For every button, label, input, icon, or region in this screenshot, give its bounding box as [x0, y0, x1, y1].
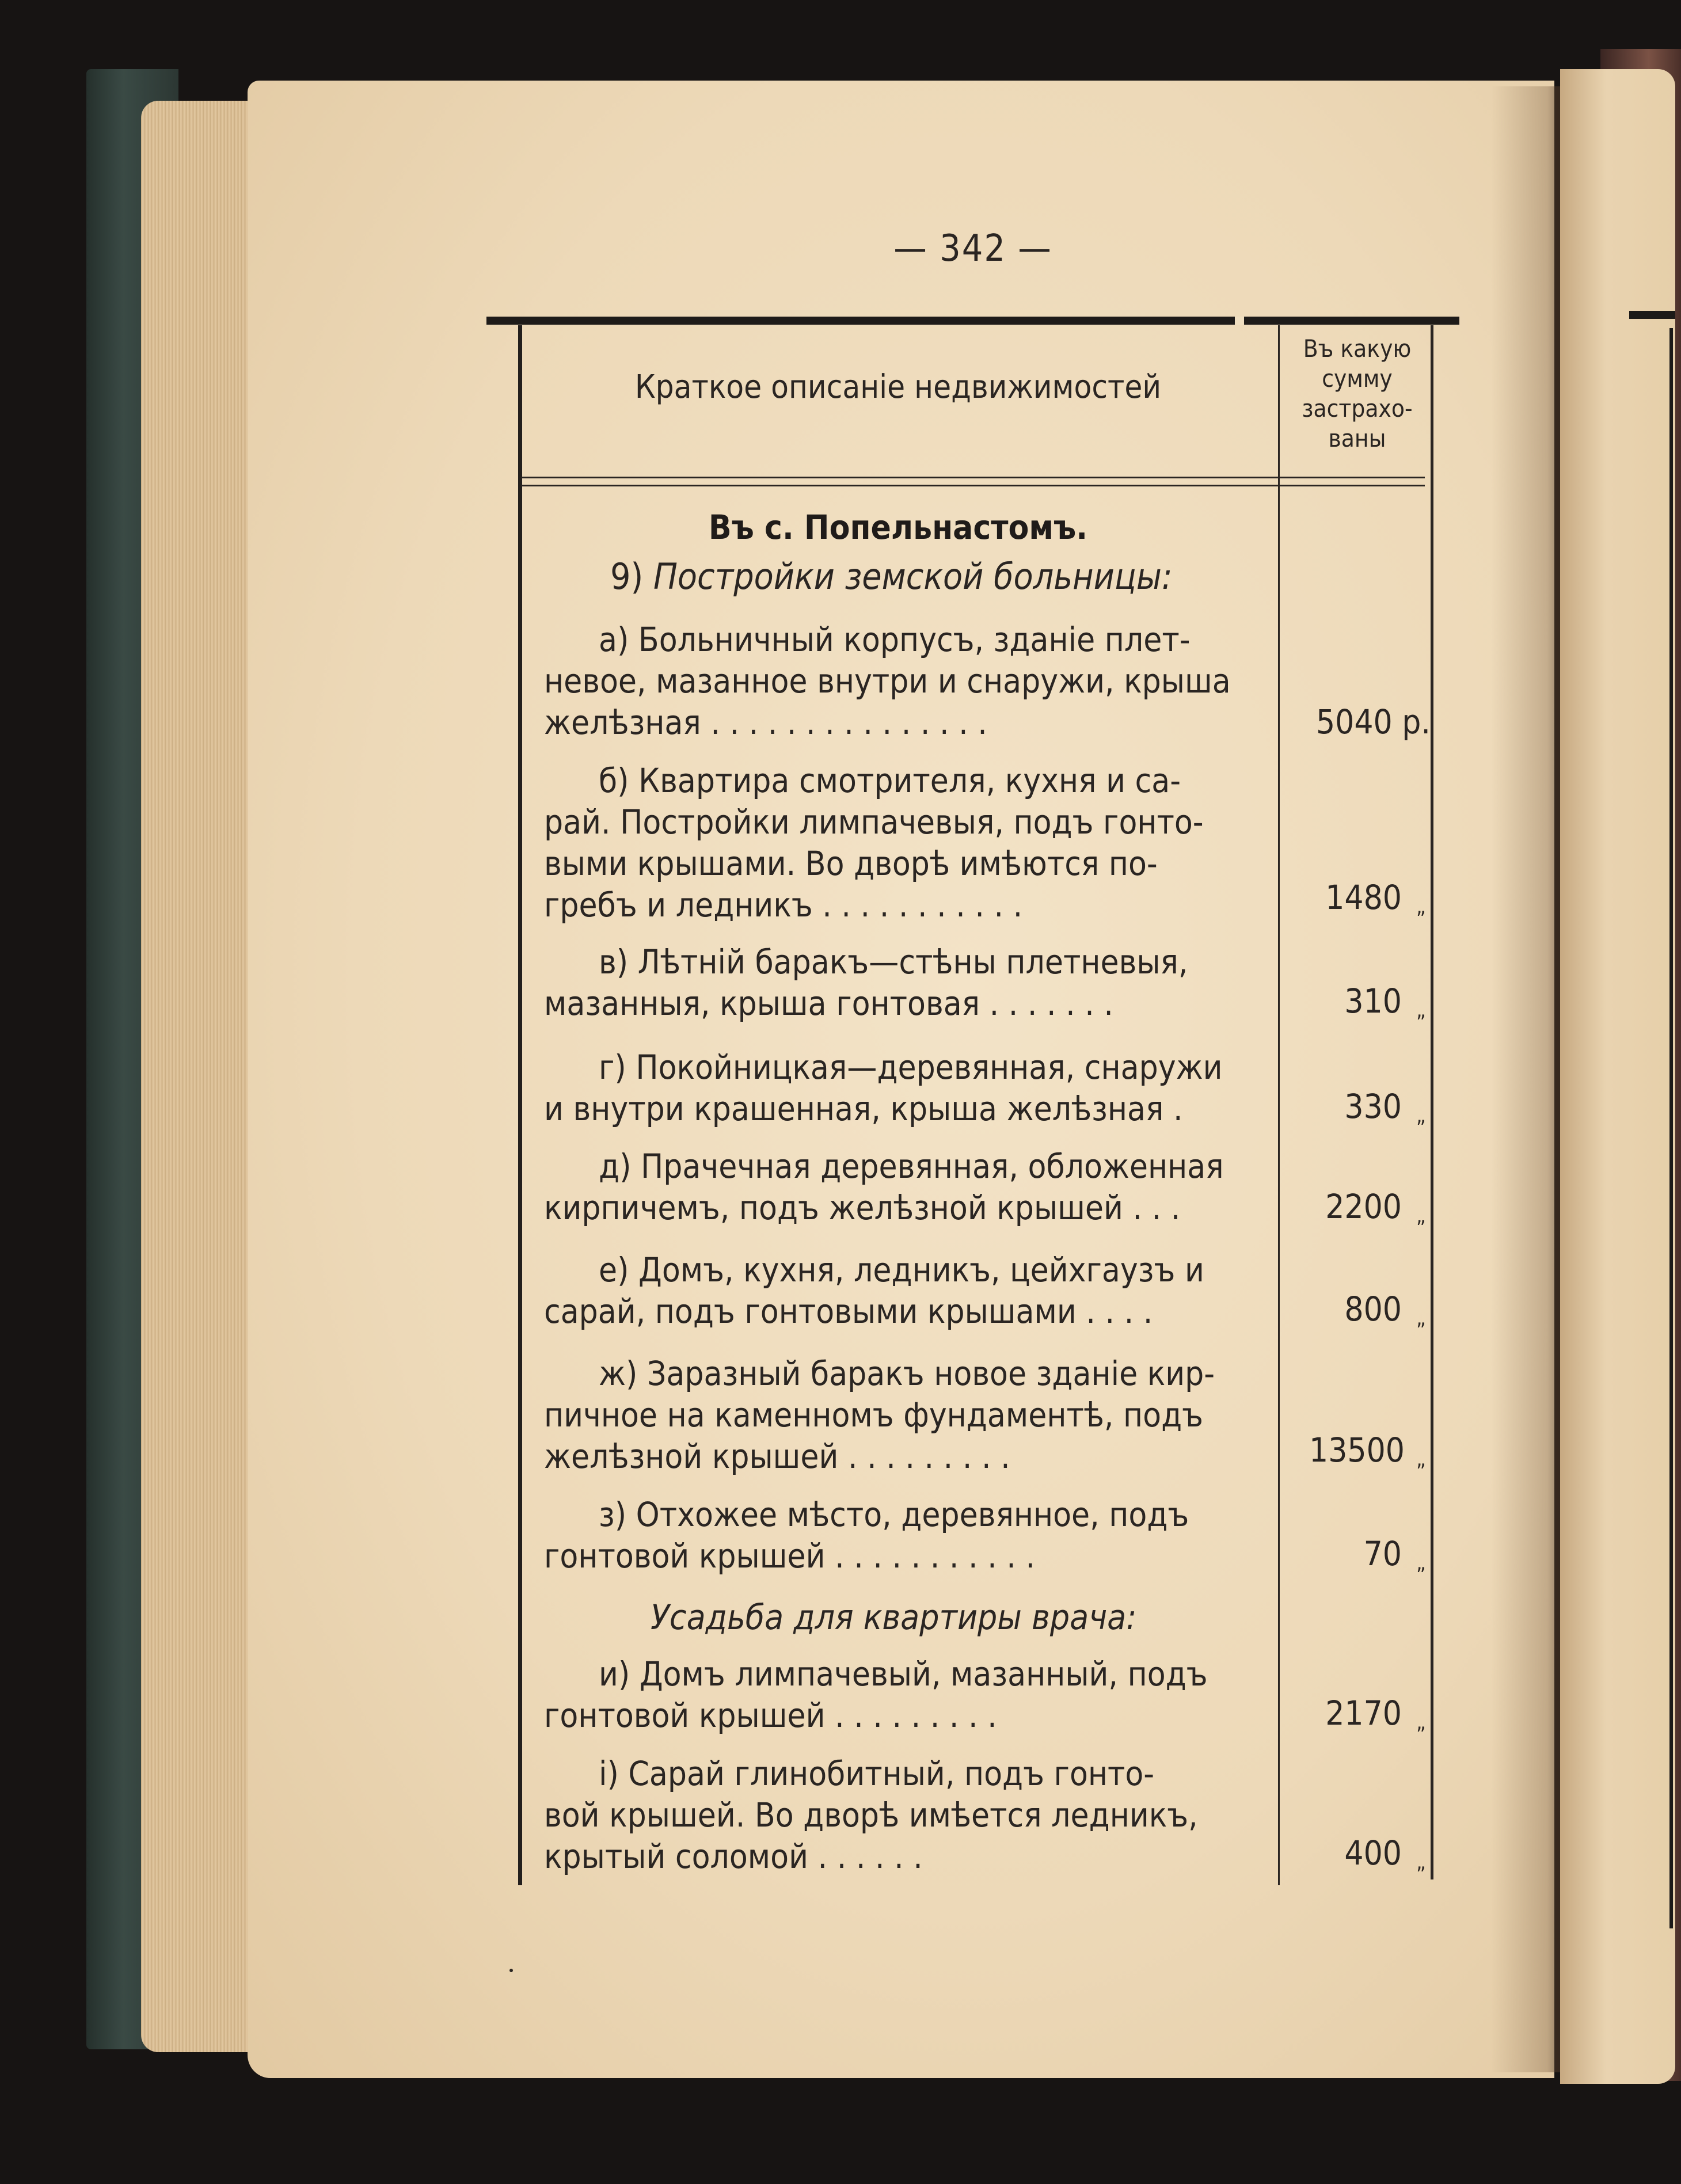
header-rule	[521, 477, 1425, 478]
ditto-mark: „	[1416, 999, 1426, 1022]
page-gutter-shadow	[1491, 86, 1572, 2072]
entry-i: и) Домъ лимпачевый, мазанный, подъ гонтовой крышей . . . . . . . . .	[544, 1654, 1208, 1735]
entry-zh: ж) Заразный баракъ новое зданіе кир- пичное на каменномъ фундаментѣ, подъ желѣзной крышей . . . . . . . . .	[544, 1354, 1215, 1476]
ditto-mark: „	[1416, 895, 1426, 919]
entry-v: в) Лѣтній баракъ—стѣны плетневыя, мазанныя, крыша гонтовая . . . . . . .	[544, 942, 1188, 1023]
entry-d-amount: 2200	[1325, 1187, 1402, 1226]
ditto-mark: „	[1416, 1851, 1426, 1874]
ditto-mark: „	[1416, 1204, 1426, 1228]
entry-b-amount: 1480	[1325, 878, 1402, 917]
entry-z-amount: 70	[1363, 1534, 1402, 1573]
ditto-mark: „	[1416, 1448, 1426, 1471]
facing-page-rule	[1629, 311, 1675, 319]
ditto-mark: „	[1416, 1104, 1426, 1128]
entry-b: б) Квартира смотрителя, кухня и са- рай. Постройки лимпачевыя, подъ гонто- выми крышами. Во дворѣ имѣются по- гребъ и ледникъ . . . . . . . . . . .	[544, 761, 1204, 924]
entry-v-amount: 310	[1344, 981, 1402, 1021]
table-right-border	[1431, 325, 1433, 1879]
ditto-mark: „	[1416, 1551, 1426, 1575]
entry-e-amount: 800	[1344, 1289, 1402, 1329]
header-rule	[521, 485, 1425, 486]
amount-column-header: Въ какую сумму застрахо- ваны	[1302, 334, 1413, 452]
entry-d: д) Прачечная деревянная, обложенная кирпичемъ, подъ желѣзной крышей . . .	[544, 1147, 1224, 1227]
ink-speck	[509, 1969, 513, 1972]
ditto-mark: „	[1416, 1307, 1426, 1330]
facing-page	[1560, 69, 1675, 2084]
entry-i-decimal-amount: 400	[1344, 1833, 1402, 1873]
entry-g: г) Покойницкая—деревянная, снаружи и внутри крашенная, крыша желѣзная .	[544, 1048, 1223, 1128]
ditto-mark: „	[1416, 1711, 1426, 1734]
section-number: 9)	[610, 555, 644, 598]
facing-page-vline	[1669, 328, 1673, 1928]
section-heading	[610, 555, 1173, 598]
entry-i-decimal: і) Сарай глинобитный, подъ гонто- вой крышей. Во дворѣ имѣется ледникъ, крытый соломой . . . . . .	[544, 1754, 1198, 1876]
entry-a-amount: 5040 р.	[1315, 702, 1431, 741]
table-left-border	[518, 325, 522, 1885]
page-number: — 342 —	[893, 227, 1052, 270]
table-top-rule	[486, 317, 1459, 325]
description-column-header: Краткое описаніе недвижимостей	[634, 368, 1162, 406]
table-column-divider	[1278, 325, 1280, 1885]
entry-z: з) Отхожее мѣсто, деревянное, подъ гонтовой крышей . . . . . . . . . . .	[544, 1495, 1189, 1576]
section-title: Постройки земской больницы:	[653, 555, 1173, 598]
entry-i-amount: 2170	[1325, 1694, 1402, 1733]
entry-e: е) Домъ, кухня, ледникъ, цейхгаузъ и сарай, подъ гонтовыми крышами . . . .	[544, 1250, 1204, 1331]
subheading-doctor-estate: Усадьба для квартиры врача:	[651, 1597, 1137, 1638]
village-heading: Въ с. Попельнастомъ.	[708, 508, 1088, 547]
entry-g-amount: 330	[1344, 1087, 1402, 1126]
entry-a: а) Больничный корпусъ, зданіе плет- невое, мазанное внутри и снаружи, крыша желѣзная . . . . . . . . . . . . . . .	[544, 620, 1231, 742]
entry-zh-amount: 13500	[1309, 1430, 1405, 1470]
